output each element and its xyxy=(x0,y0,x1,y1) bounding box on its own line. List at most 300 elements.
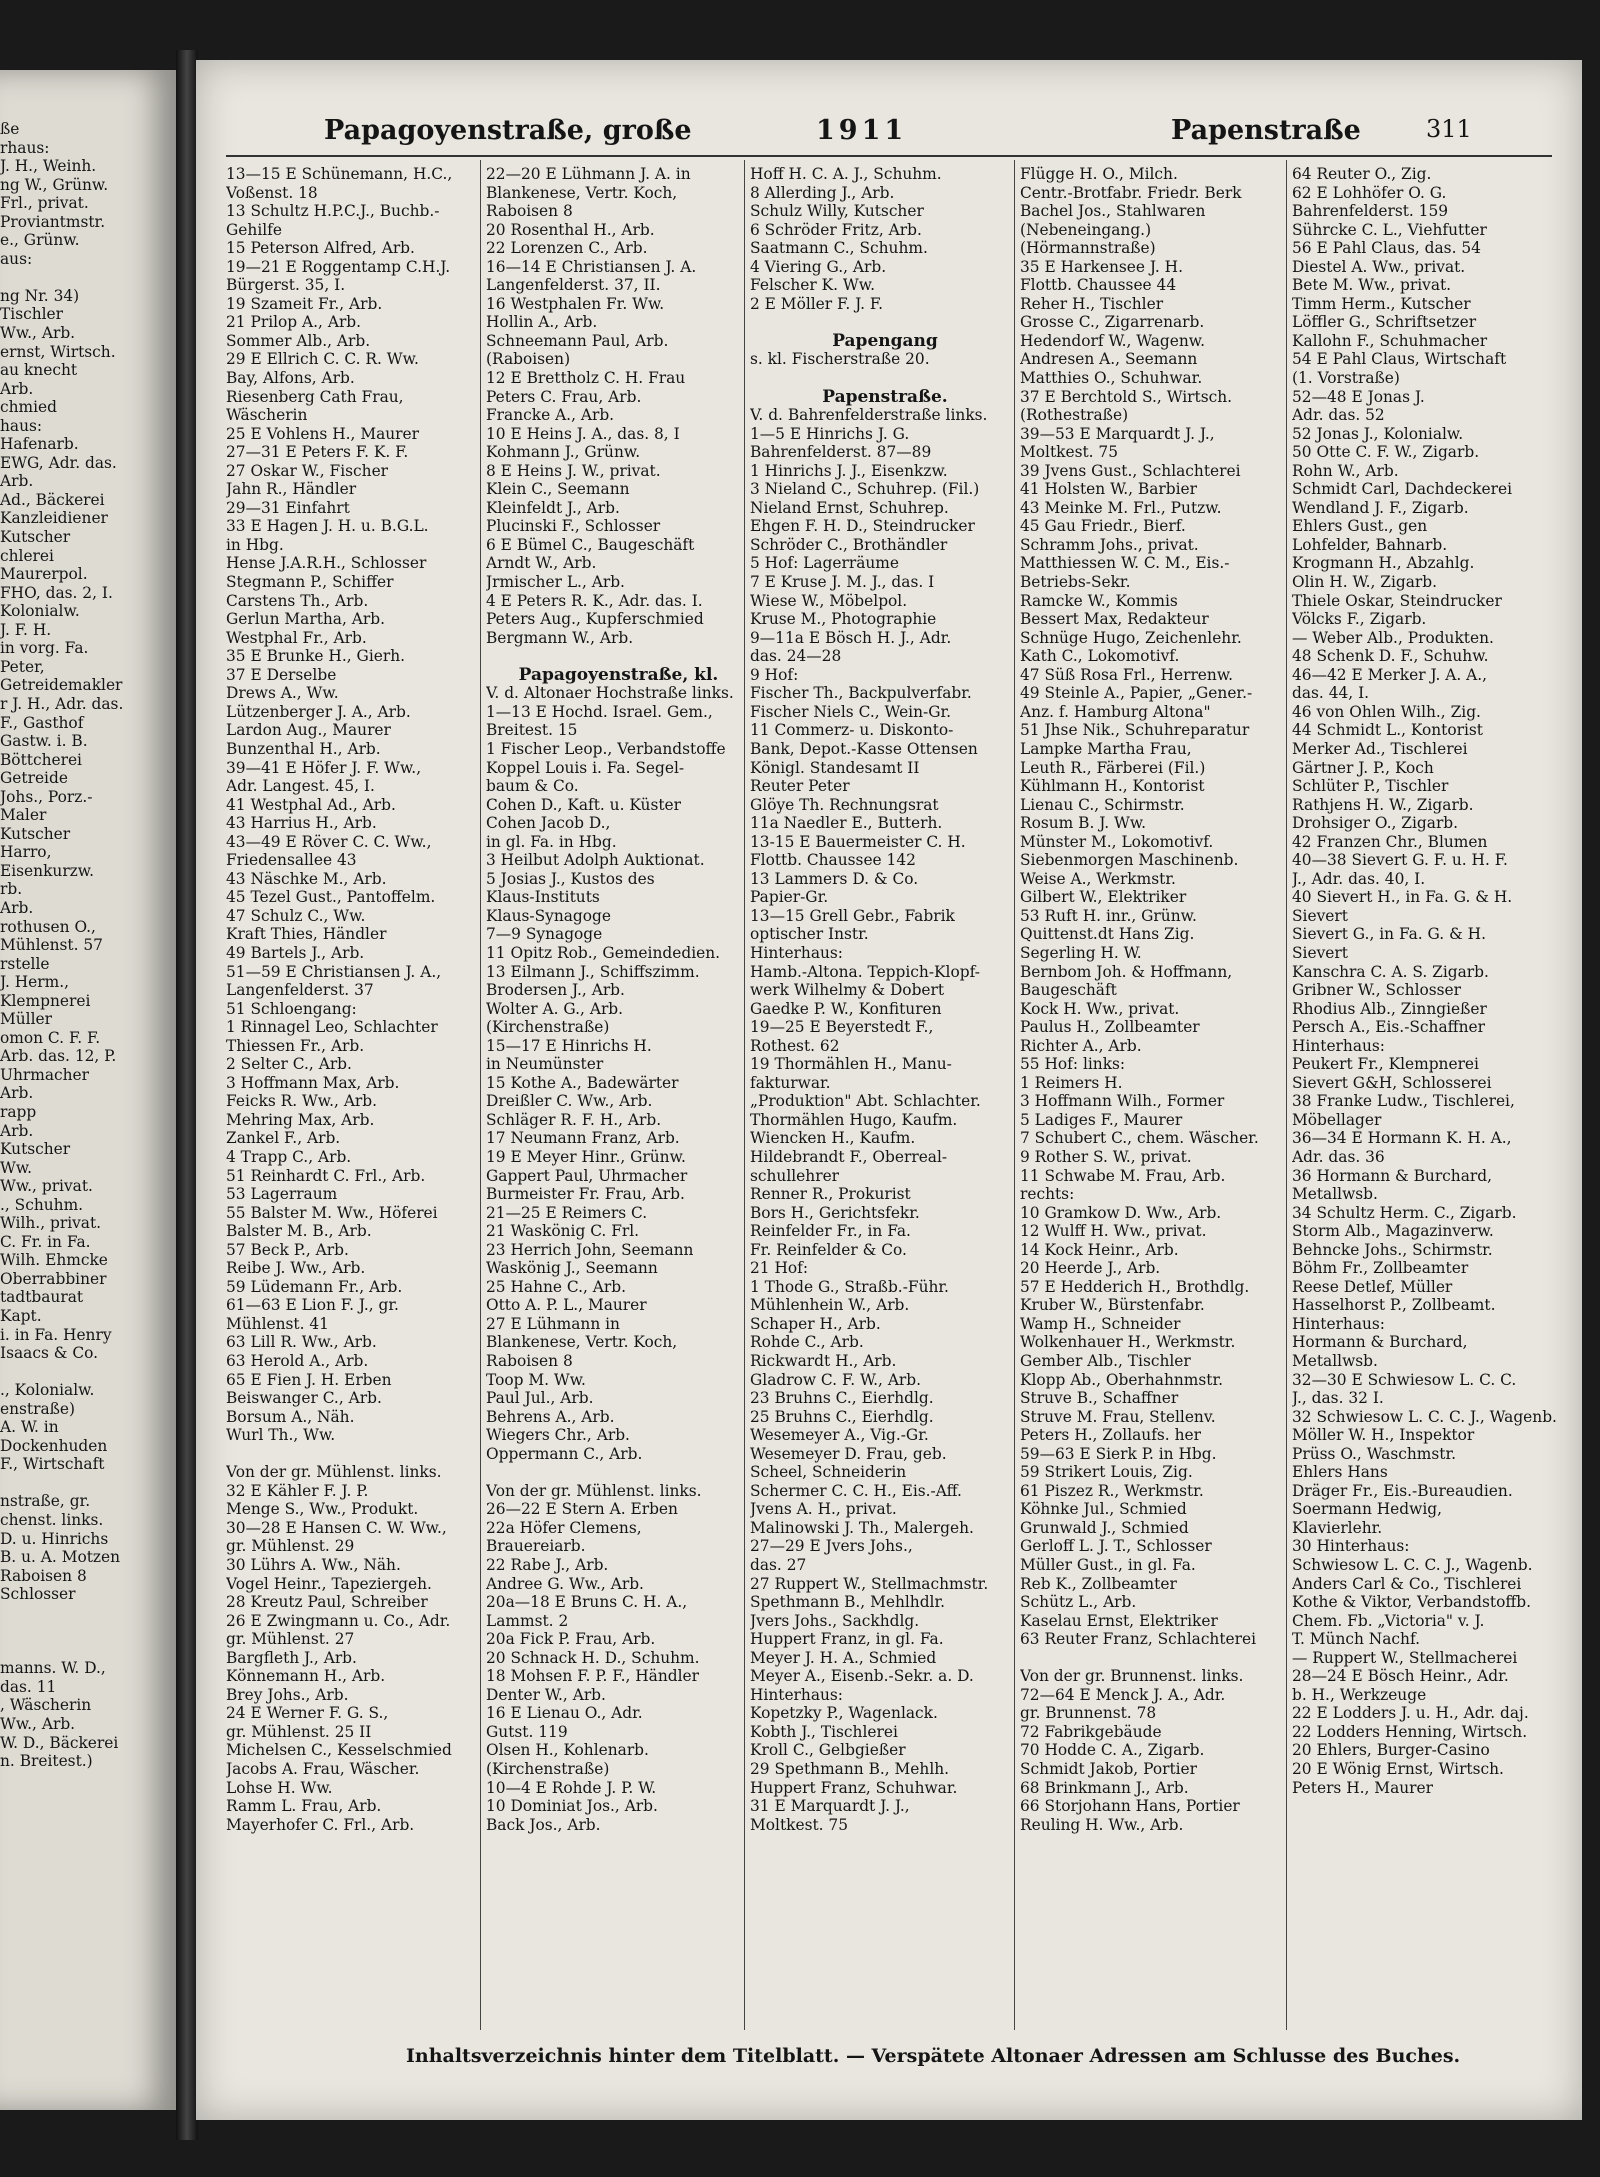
directory-entry: Mehring Max, Arb. xyxy=(226,1110,375,1129)
directory-entry: Hollin A., Arb. xyxy=(486,313,598,332)
directory-entry: Reibe J. Ww., Arb. xyxy=(226,1259,366,1278)
directory-entry: Grosse C., Zigarrenarb. xyxy=(1020,313,1205,332)
directory-entry: Bors H., Gerichtsfekr. xyxy=(750,1203,920,1222)
directory-entry: Lützenberger J. A., Arb. xyxy=(226,702,411,721)
directory-entry: Mühlenhein W., Arb. xyxy=(750,1296,910,1315)
directory-entry: 9 Hof: xyxy=(750,665,799,684)
directory-entry: Reuter Peter xyxy=(750,777,850,796)
directory-entry: Ramm L. Frau, Arb. xyxy=(226,1797,382,1816)
directory-entry: 16—14 E Christiansen J. A. xyxy=(486,257,697,276)
directory-entry: 21 Prilop A., Arb. xyxy=(226,313,362,332)
directory-entry: in gl. Fa. in Hbg. xyxy=(486,832,617,851)
previous-page-fragment: Eisenkurzw. xyxy=(0,861,95,880)
previous-page-fragment: Ww., privat. xyxy=(0,1177,93,1196)
directory-entry: Köhnke Jul., Schmied xyxy=(1020,1500,1187,1519)
directory-entry: Völcks F., Zigarb. xyxy=(1292,610,1427,629)
directory-entry: Klopp Ab., Oberhahnmstr. xyxy=(1020,1370,1224,1389)
directory-entry: 4 E Peters R. K., Adr. das. I. xyxy=(486,591,703,610)
directory-entry: Hinterhaus: xyxy=(750,1685,843,1704)
previous-page-fragment: Mühlenst. 57 xyxy=(0,936,103,955)
directory-entry: 43 Harrius H., Arb. xyxy=(226,814,377,833)
directory-entry: Von der gr. Brunnenst. links. xyxy=(1020,1667,1244,1686)
directory-entry: Reese Detlef, Müller xyxy=(1292,1277,1453,1296)
directory-entry: T. Münch Nachf. xyxy=(1292,1630,1421,1649)
directory-entry: Schaper H., Arb. xyxy=(750,1314,881,1333)
directory-entry: Kühlmann H., Kontorist xyxy=(1020,777,1205,796)
directory-entry: (Kirchenstraße) xyxy=(486,1760,610,1779)
directory-entry: Hinterhaus: xyxy=(750,943,843,962)
previous-page-fragment: Arb. xyxy=(0,379,34,398)
previous-page-fragment: ng W., Grünw. xyxy=(0,175,109,194)
directory-entry xyxy=(226,1445,488,1464)
directory-entry: Riesenberg Cath Frau, xyxy=(226,387,404,406)
directory-entry: Gehilfe xyxy=(226,220,282,239)
directory-entry: 32 E Kähler F. J. P. xyxy=(226,1481,369,1500)
directory-entry: Raboisen 8 xyxy=(486,1352,573,1370)
directory-entry: 15 Peterson Alfred, Arb. xyxy=(226,239,415,258)
directory-entry: Menge S., Ww., Produkt. xyxy=(226,1500,419,1519)
directory-entry: Struve B., Schaffner xyxy=(1020,1389,1179,1408)
previous-page-fragment: rstelle xyxy=(0,954,50,973)
directory-entry: Otto A. P. L., Maurer xyxy=(486,1296,647,1315)
previous-page-fragment: omon C. F. F. xyxy=(0,1028,101,1047)
header-right-street: Papenstraße xyxy=(1171,115,1361,146)
directory-entry: 38 Franke Ludw., Tischlerei, xyxy=(1292,1092,1515,1111)
directory-entry: Peters C. Frau, Arb. xyxy=(486,387,642,406)
directory-entry: 27 E Lühmann in xyxy=(486,1314,620,1333)
directory-entry: Hormann & Burchard, xyxy=(1292,1333,1468,1352)
directory-entry: Plucinski F., Schlosser xyxy=(486,517,661,536)
directory-entry: Peters H., Zollaufs. her xyxy=(1020,1426,1201,1445)
directory-entry: 56 E Pahl Claus, das. 54 xyxy=(1292,239,1481,258)
directory-entry: 19 Szameit Fr., Arb. xyxy=(226,294,383,313)
previous-page-fragment: EWG, Adr. das. xyxy=(0,453,117,472)
directory-entry: 1 Rinnagel Leo, Schlachter xyxy=(226,1018,438,1037)
previous-page-fragment xyxy=(0,1474,123,1493)
directory-entry: 28—24 E Bösch Heinr., Adr. xyxy=(1292,1667,1509,1686)
directory-entry: Leuth R., Färberei (Fil.) xyxy=(1020,758,1206,777)
directory-entry: Adr. das. 36 xyxy=(1292,1147,1385,1166)
directory-entry: 14 Kock Heinr., Arb. xyxy=(1020,1240,1179,1259)
previous-page-fragment: Ww. xyxy=(0,1158,33,1177)
directory-entry xyxy=(750,369,1020,388)
directory-entry: (Hörmannstraße) xyxy=(1020,239,1156,258)
previous-page-fragment xyxy=(0,1604,123,1623)
directory-entry: Bahrenfelderst. 87—89 xyxy=(750,443,932,462)
previous-page-fragment xyxy=(0,1622,123,1641)
directory-entry: Schmidt Jakob, Portier xyxy=(1020,1760,1198,1779)
book-gutter xyxy=(176,50,198,2140)
directory-entry: 16 Westphalen Fr. Ww. xyxy=(486,294,665,313)
directory-entry: Kath C., Lokomotivf. xyxy=(1020,647,1180,666)
directory-entry: 1—5 E Hinrichs J. G. xyxy=(750,424,910,443)
directory-entry: Hedendorf W., Wagenw. xyxy=(1020,331,1206,350)
directory-entry: 30 Lührs A. Ww., Näh. xyxy=(226,1556,401,1575)
directory-entry: 57 Beck P., Arb. xyxy=(226,1240,349,1259)
directory-entry: 43 Näschke M., Arb. xyxy=(226,869,387,888)
previous-page-fragment: tadtbaurat xyxy=(0,1288,84,1307)
directory-entry: (1. Vorstraße) xyxy=(1292,369,1400,388)
directory-entry: Francke A., Arb. xyxy=(486,406,615,425)
previous-page-fragment: J. H., Weinh. xyxy=(0,157,97,176)
previous-page-fragment: Isaacs & Co. xyxy=(0,1344,98,1363)
directory-entry: Wiese W., Möbelpol. xyxy=(750,591,908,610)
previous-page-fragment: ße xyxy=(0,120,20,138)
directory-entry: Spethmann B., Mehlhdlr. xyxy=(750,1593,946,1612)
directory-entry: Reinfelder Fr., in Fa. xyxy=(750,1222,911,1241)
directory-entry: Wesemeyer D. Frau, geb. xyxy=(750,1444,947,1463)
directory-entry: 1—13 E Hochd. Israel. Gem., xyxy=(486,702,713,721)
directory-entry: 21 Hof: xyxy=(750,1259,809,1278)
directory-entry: Voßenst. 18 xyxy=(226,183,318,202)
directory-entry: V. d. Altonaer Hochstraße links. xyxy=(486,684,734,703)
previous-page-fragment: Böttcherei xyxy=(0,750,82,769)
column-3 xyxy=(750,165,1020,1834)
directory-entry: Langenfelderst. 37 xyxy=(226,981,374,1000)
previous-page-fragment: Arb. xyxy=(0,1084,34,1103)
directory-entry: Storm Alb., Magazinverw. xyxy=(1292,1222,1494,1241)
directory-entry: 47 Schulz C., Ww. xyxy=(226,906,366,925)
directory-entry: Von der gr. Mühlenst. links. xyxy=(226,1463,442,1482)
directory-entry: Kroll C., Gelbgießer xyxy=(750,1741,906,1760)
directory-entry: Bank, Depot.-Kasse Ottensen xyxy=(750,739,978,758)
directory-entry: Dräger Fr., Eis.-Bureaudien. xyxy=(1292,1481,1513,1500)
directory-entry: Renner R., Prokurist xyxy=(750,1185,911,1204)
previous-page-fragment: Ww., Arb. xyxy=(0,1715,76,1734)
directory-entry: Diestel A. Ww., privat. xyxy=(1292,257,1466,276)
directory-entry: Anz. f. Hamburg Altona" xyxy=(1020,702,1211,721)
directory-entry: Thormählen Hugo, Kaufm. xyxy=(750,1110,958,1129)
directory-entry: Flottb. Chaussee 142 xyxy=(750,851,916,870)
directory-entry: 12 E Brettholz C. H. Frau xyxy=(486,369,686,388)
directory-entry: 19—25 E Beyerstedt F., xyxy=(750,1018,934,1037)
directory-entry: „Produktion" Abt. Schlachter. xyxy=(750,1092,981,1111)
directory-entry: rechts: xyxy=(1020,1185,1075,1204)
previous-page-fragment: Kapt. xyxy=(0,1307,42,1325)
directory-entry: Adr. das. 52 xyxy=(1292,406,1385,425)
directory-entry: Gärtner J. P., Koch xyxy=(1292,758,1434,777)
directory-entry: Wendland J. F., Zigarb. xyxy=(1292,498,1469,517)
directory-entry: Behrens A., Arb. xyxy=(486,1407,615,1426)
directory-entry: Huppert Franz, Schuhwar. xyxy=(750,1778,958,1797)
directory-entry: 20a Fick P. Frau, Arb. xyxy=(486,1630,656,1649)
directory-entry: Von der gr. Mühlenst. links. xyxy=(486,1481,702,1500)
previous-page-fragment: B. u. A. Motzen xyxy=(0,1548,121,1567)
directory-entry: 61—63 E Lion F. J., gr. xyxy=(226,1296,399,1315)
directory-entry: 13 Eilmann J., Schiffszimm. xyxy=(486,962,700,981)
directory-entry: Reb K., Zollbeamter xyxy=(1020,1574,1177,1593)
directory-entry: Bürgerst. 35, I. xyxy=(226,276,346,295)
directory-entry: 29 E Ellrich C. C. R. Ww. xyxy=(226,350,419,369)
directory-entry: Segerling H. W. xyxy=(1020,943,1142,962)
column-2 xyxy=(486,165,751,1834)
directory-entry: 27 Oskar W., Fischer xyxy=(226,461,389,480)
directory-entry: Andresen A., Seemann xyxy=(1020,350,1198,369)
column-4 xyxy=(1020,165,1290,1834)
directory-entry: Lampke Martha Frau, xyxy=(1020,739,1192,758)
directory-entry: Wiegers Chr., Arb. xyxy=(486,1426,630,1445)
directory-entry: Papengang xyxy=(832,331,938,351)
directory-entry: Breitest. 15 xyxy=(486,721,578,740)
directory-entry: Kraft Thies, Händler xyxy=(226,925,387,944)
directory-entry: 6 E Bümel C., Baugeschäft xyxy=(486,535,695,554)
directory-entry: Behncke Johs., Schirmstr. xyxy=(1292,1240,1493,1259)
directory-entry: 44 Schmidt L., Kontorist xyxy=(1292,721,1483,740)
directory-entry: 10 E Heins J. A., das. 8, I xyxy=(486,424,680,443)
directory-entry: Sievert G&H, Schlosserei xyxy=(1292,1073,1492,1092)
directory-entry: 3 Nieland C., Schuhrep. (Fil.) xyxy=(750,480,980,499)
previous-page-fragment: rhaus: xyxy=(0,138,50,157)
directory-entry: Krogmann H., Abzahlg. xyxy=(1292,554,1475,573)
previous-page-fragment: Maler xyxy=(0,806,47,825)
directory-entry: 22 E Lodders J. u. H., Adr. daj. xyxy=(1292,1704,1529,1723)
directory-entry: Gaedke P. W., Konfituren xyxy=(750,999,942,1018)
directory-entry: — Ruppert W., Stellmacherei xyxy=(1292,1648,1518,1667)
directory-entry: Jvens A. H., privat. xyxy=(750,1500,897,1519)
previous-page-fragment: rb. xyxy=(0,880,23,899)
directory-entry: 45 Gau Friedr., Bierf. xyxy=(1020,517,1186,536)
directory-entry: 31 E Marquardt J. J., xyxy=(750,1797,910,1816)
directory-entry: Cohen D., Kaft. u. Küster xyxy=(486,795,681,814)
directory-entry: 59—63 E Sierk P. in Hbg. xyxy=(1020,1444,1217,1463)
directory-entry: 22 Lorenzen C., Arb. xyxy=(486,239,648,258)
directory-entry: 46 von Ohlen Wilh., Zig. xyxy=(1292,702,1481,721)
previous-page-fragment: ., Kolonialw. xyxy=(0,1381,95,1400)
directory-entry: Ehlers Hans xyxy=(1292,1463,1388,1482)
directory-entry: 11a Naedler E., Butterh. xyxy=(750,814,943,833)
previous-page-fragment: Dockenhuden xyxy=(0,1436,108,1455)
directory-entry: 39—53 E Marquardt J. J., xyxy=(1020,424,1215,443)
directory-entry: 51—59 E Christiansen J. A., xyxy=(226,962,442,981)
directory-entry: Brey Johs., Arb. xyxy=(226,1685,349,1704)
directory-entry: Cohen Jacob D., xyxy=(486,814,611,833)
directory-entry: Zankel F., Arb. xyxy=(226,1129,341,1148)
directory-entry: 1 Reimers H. xyxy=(1020,1073,1123,1092)
directory-entry: 24 E Werner F. G. S., xyxy=(226,1704,389,1723)
directory-entry: 3 Heilbut Adolph Auktionat. xyxy=(486,851,705,870)
directory-entry: Gappert Paul, Uhrmacher xyxy=(486,1166,688,1185)
directory-entry: Rhodius Alb., Zinngießer xyxy=(1292,999,1487,1018)
directory-entry: Sievert xyxy=(1292,906,1348,925)
directory-entry: Wolkenhauer H., Werkmstr. xyxy=(1020,1333,1236,1352)
directory-entry: Wolter A. G., Arb. xyxy=(486,999,624,1018)
directory-entry: 66 Storjohann Hans, Portier xyxy=(1020,1797,1240,1816)
previous-page-fragment: Kutscher xyxy=(0,1140,71,1159)
directory-entry: 32—30 E Schwiesow L. C. C. xyxy=(1292,1370,1517,1389)
directory-entry: 27 Ruppert W., Stellmachmstr. xyxy=(750,1574,989,1593)
directory-entry: Soermann Hedwig, xyxy=(1292,1500,1442,1519)
previous-page-fragment xyxy=(0,1641,123,1660)
previous-page-fragment: r J. H., Adr. das. xyxy=(0,694,124,713)
directory-entry: Schulz Willy, Kutscher xyxy=(750,202,924,221)
directory-entry: Könnemann H., Arb. xyxy=(226,1667,386,1686)
column-divider xyxy=(744,160,745,2030)
directory-entry: 50 Otte C. F. W., Zigarb. xyxy=(1292,443,1480,462)
directory-entry: Blankenese, Vertr. Koch, xyxy=(486,1333,678,1352)
directory-entry: Drohsiger O., Zigarb. xyxy=(1292,814,1459,833)
directory-entry: 35 E Brunke H., Gierh. xyxy=(226,647,406,666)
directory-entry: Kopetzky P., Wagenlack. xyxy=(750,1704,938,1723)
directory-entry: Peters H., Maurer xyxy=(1292,1778,1433,1797)
directory-entry: 13 Schultz H.P.C.J., Buchb.- xyxy=(226,202,440,221)
directory-entry: 21 Waskönig C. Frl. xyxy=(486,1222,640,1241)
directory-entry: Klaus-Instituts xyxy=(486,888,600,907)
directory-entry: Bargfleth J., Arb. xyxy=(226,1648,357,1667)
directory-entry: Thiele Oskar, Steindrucker xyxy=(1292,591,1502,610)
directory-entry: Fischer Th., Backpulverfabr. xyxy=(750,684,972,703)
previous-page-fragment: Oberrabbiner xyxy=(0,1269,107,1288)
directory-entry: 40—38 Sievert G. F. u. H. F. xyxy=(1292,851,1508,870)
directory-entry: Lienau C., Schirmstr. xyxy=(1020,795,1185,814)
previous-page-fragment: aus: xyxy=(0,249,33,268)
directory-entry: Carstens Th., Arb. xyxy=(226,591,369,610)
directory-entry: Matthiessen W. C. M., Eis.- xyxy=(1020,554,1230,573)
directory-entry: Gerloff L. J. T., Schlosser xyxy=(1020,1537,1212,1556)
previous-page-fragment: Maurerpol. xyxy=(0,565,88,584)
directory-entry: 9—11a E Bösch H. J., Adr. xyxy=(750,628,952,647)
previous-page-fragment: F., Wirtschaft xyxy=(0,1455,105,1474)
directory-entry: Bunzenthal H., Arb. xyxy=(226,739,381,758)
directory-entry: Schröder C., Brothändler xyxy=(750,535,948,554)
directory-entry: gr. Mühlenst. 25 II xyxy=(226,1722,372,1741)
directory-entry: 59 Strikert Louis, Zig. xyxy=(1020,1463,1193,1482)
previous-page-fragment: Harro, xyxy=(0,843,52,862)
directory-entry: 22 Rabe J., Arb. xyxy=(486,1556,609,1575)
previous-page-fragment: ., Schuhm. xyxy=(0,1195,84,1214)
previous-page-fragment: Johs., Porz.- xyxy=(0,787,93,806)
directory-entry: Papagoyenstraße, kl. xyxy=(518,665,719,685)
previous-page-fragment: Getreidemakler xyxy=(0,676,123,695)
directory-entry: Schlüter P., Tischler xyxy=(1292,777,1449,796)
directory-entry: Gerlun Martha, Arb. xyxy=(226,610,385,629)
directory-entry: Fischer Niels C., Wein-Gr. xyxy=(750,702,952,721)
directory-entry: Lammst. 2 xyxy=(486,1611,569,1630)
directory-entry: 41 Holsten W., Barbier xyxy=(1020,480,1197,499)
directory-entry: Jahn R., Händler xyxy=(226,480,357,499)
directory-entry: 1 Hinrichs J. J., Eisenkzw. xyxy=(750,461,948,480)
previous-page-fragment: Müller xyxy=(0,1010,52,1029)
directory-entry: Lardon Aug., Maurer xyxy=(226,721,391,740)
directory-entry: Kaselau Ernst, Elektriker xyxy=(1020,1611,1218,1630)
directory-entry: Peukert Fr., Klempnerei xyxy=(1292,1055,1479,1074)
directory-entry: Rathjens H. W., Zigarb. xyxy=(1292,795,1474,814)
directory-entry: Back Jos., Arb. xyxy=(486,1815,601,1834)
previous-page-fragment: Getreide xyxy=(0,769,68,788)
directory-entry: 63 Reuter Franz, Schlachterei xyxy=(1020,1630,1257,1649)
directory-entry: 22a Höfer Clemens, xyxy=(486,1518,642,1537)
directory-entry: Balster M. B., Arb. xyxy=(226,1222,372,1241)
directory-entry: Kleinfeldt J., Arb. xyxy=(486,498,620,517)
previous-page-fragment: Gastw. i. B. xyxy=(0,732,88,751)
directory-entry: 15—17 E Hinrichs H. xyxy=(486,1036,652,1055)
directory-entry: 19—21 E Roggentamp C.H.J. xyxy=(226,257,451,276)
directory-entry: Vogel Heinr., Tapeziergeh. xyxy=(226,1574,432,1593)
directory-entry: 13 Lammers D. & Co. xyxy=(750,869,919,888)
previous-page-fragment: D. u. Hinrichs xyxy=(0,1529,109,1548)
previous-page-fragment xyxy=(0,268,123,287)
directory-entry: Klein C., Seemann xyxy=(486,480,630,499)
directory-entry: Hinterhaus: xyxy=(1292,1314,1385,1333)
directory-entry: Langenfelderst. 37, II. xyxy=(486,276,661,295)
directory-entry: 43—49 E Röver C. C. Ww., xyxy=(226,832,432,851)
directory-entry: Matthies O., Schuhwar. xyxy=(1020,369,1203,388)
previous-page-fragment: Kanzleidiener xyxy=(0,509,108,528)
directory-entry: in Hbg. xyxy=(226,535,284,554)
directory-entry: baum & Co. xyxy=(486,777,579,796)
directory-entry: 51 Jhse Nik., Schuhreparatur xyxy=(1020,721,1250,740)
directory-entry: Rohde C., Arb. xyxy=(750,1333,864,1352)
directory-entry: Huppert Franz, in gl. Fa. xyxy=(750,1630,944,1649)
directory-entry: Jvers Johs., Sackhdlg. xyxy=(750,1611,920,1630)
directory-entry: Ramcke W., Kommis xyxy=(1020,591,1178,610)
directory-entry: Meyer A., Eisenb.-Sekr. a. D. xyxy=(750,1667,974,1686)
column-5 xyxy=(1292,165,1562,1797)
directory-entry: 53 Lagerraum xyxy=(226,1185,338,1204)
directory-entry: 19 E Meyer Hinr., Grünw. xyxy=(486,1147,686,1166)
directory-entry: Löffler G., Schriftsetzer xyxy=(1292,313,1477,332)
directory-entry: Hamb.-Altona. Teppich-Klopf- xyxy=(750,962,980,981)
directory-entry: Möller W. H., Inspektor xyxy=(1292,1426,1475,1445)
directory-entry: 3 Hoffmann Max, Arb. xyxy=(226,1073,400,1092)
directory-entry: Schütz L., Arb. xyxy=(1020,1593,1137,1612)
directory-entry: 20a—18 E Bruns C. H. A., xyxy=(486,1593,688,1612)
directory-entry: Böhm Fr., Zollbeamter xyxy=(1292,1259,1469,1278)
directory-entry: 35 E Harkensee J. H. xyxy=(1020,257,1183,276)
column-divider xyxy=(1286,160,1287,2030)
previous-page-fragment: Kutscher xyxy=(0,824,71,843)
directory-entry: 46—42 E Merker J. A. A., xyxy=(1292,665,1488,684)
previous-page-fragment: rothusen O., xyxy=(0,917,96,936)
column-divider xyxy=(480,160,481,2030)
directory-entry: 49 Bartels J., Arb. xyxy=(226,943,365,962)
directory-entry: 64 Reuter O., Zig. xyxy=(1292,165,1432,183)
directory-entry: 3 Hoffmann Wilh., Former xyxy=(1020,1092,1225,1111)
directory-entry: 28 Kreutz Paul, Schreiber xyxy=(226,1593,428,1612)
directory-entry: Möbellager xyxy=(1292,1110,1382,1129)
directory-entry: Bessert Max, Redakteur xyxy=(1020,610,1209,629)
directory-entry: Gribner W., Schlosser xyxy=(1292,981,1462,1000)
previous-page-fragment: FHO, das. 2, I. xyxy=(0,583,113,602)
directory-entry: Rothest. 62 xyxy=(750,1036,840,1055)
directory-entry: 6 Schröder Fritz, Arb. xyxy=(750,220,922,239)
directory-entry: Kanschra C. A. S. Zigarb. xyxy=(1292,962,1489,981)
directory-entry: das. 24—28 xyxy=(750,647,842,666)
directory-entry: 20 Rosenthal H., Arb. xyxy=(486,220,655,239)
directory-entry: Burmeister Fr. Frau, Arb. xyxy=(486,1185,685,1204)
directory-entry: Peters Aug., Kupferschmied xyxy=(486,610,704,629)
directory-entry: Kock H. Ww., privat. xyxy=(1020,999,1180,1018)
directory-entry: 33 E Hagen J. H. u. B.G.L. xyxy=(226,517,429,536)
directory-entry: Hense J.A.R.H., Schlosser xyxy=(226,554,427,573)
directory-entry: Paul Jul., Arb. xyxy=(486,1389,594,1408)
directory-entry: Kruber W., Bürstenfabr. xyxy=(1020,1296,1205,1315)
previous-page-fragment: Ww., Arb. xyxy=(0,324,76,343)
previous-page-fragment: chlerei xyxy=(0,546,54,565)
previous-page-fragment: Arb. xyxy=(0,1121,34,1140)
column-divider xyxy=(1014,160,1015,2030)
directory-entry: Bete M. Ww., privat. xyxy=(1292,276,1452,295)
directory-entry: Wurl Th., Ww. xyxy=(226,1426,336,1445)
directory-entry: Betriebs-Sekr. xyxy=(1020,573,1131,592)
directory-entry: Sührcke C. L., Viehfutter xyxy=(1292,220,1487,239)
directory-entry: Hildebrandt F., Oberreal- xyxy=(750,1147,948,1166)
directory-entry: Klavierlehr. xyxy=(1292,1518,1383,1537)
directory-entry: Centr.-Brotfabr. Friedr. Berk xyxy=(1020,183,1242,202)
directory-entry xyxy=(1020,1649,1290,1668)
directory-entry: Adr. Langest. 45, I. xyxy=(226,777,375,796)
directory-entry: Bernbom Joh. & Hoffmann, xyxy=(1020,962,1233,981)
directory-entry: werk Wilhelmy & Dobert xyxy=(750,981,945,1000)
